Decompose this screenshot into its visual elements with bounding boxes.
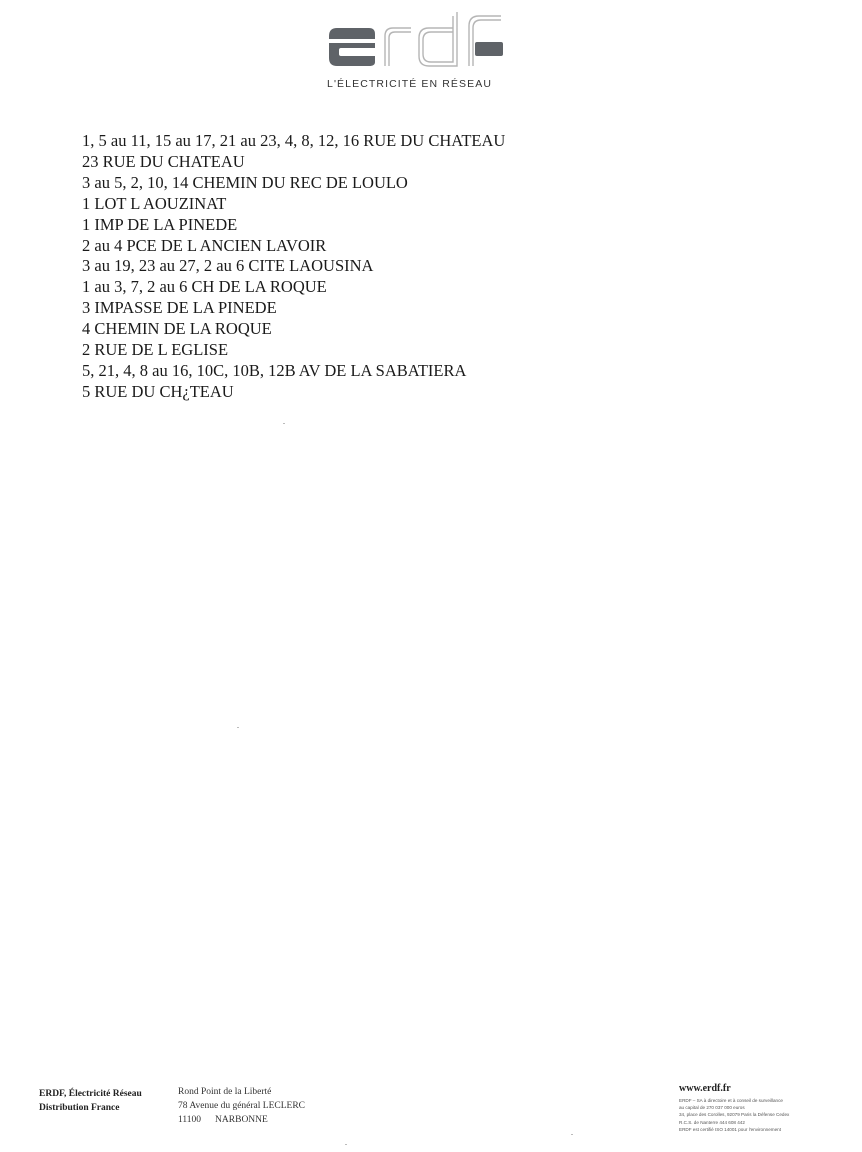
legal-line: ERDF est certifié ISO 14001 pour l'environnement [679, 1126, 781, 1132]
scan-speck [345, 1144, 347, 1145]
footer-legal-notice [679, 1097, 839, 1133]
logo-letter-e [329, 28, 375, 66]
address-list [82, 131, 505, 403]
footer-postcode: 11100 [178, 1115, 202, 1125]
footer-url-link[interactable]: www.erdf.fr [679, 1083, 731, 1094]
address-line: 1, 5 au 11, 15 au 17, 21 au 23, 4, 8, 12, 16 RUE DU CHATEAU [82, 131, 506, 150]
address-line: 3 au 5, 2, 10, 14 CHEMIN DU REC DE LOULO [82, 172, 408, 192]
address-line: 5, 21, 4, 8 au 16, 10C, 10B, 12B AV DE LA SABATIERA [82, 360, 467, 380]
footer-company-division: Distribution France [39, 1103, 120, 1113]
address-line: 1 au 3, 7, 2 au 6 CH DE LA ROQUE [82, 277, 327, 297]
legal-line: 34, place des Corolles, 92079 Paris la Défense Cedex [679, 1112, 790, 1118]
address-line: 5 RUE DU CH¿TEAU [82, 381, 234, 401]
scan-speck [283, 423, 285, 424]
address-line: 3 IMPASSE DE LA PINEDE [82, 298, 277, 318]
legal-line: au capital de 270 037 000 euros [679, 1105, 745, 1111]
scan-speck [237, 727, 239, 728]
legal-line: R.C.S. de Nanterre 444 608 442 [679, 1119, 745, 1125]
footer-address-line2: 78 Avenue du général LECLERC [178, 1101, 305, 1111]
address-line: 1 IMP DE LA PINEDE [82, 214, 238, 234]
address-line: 1 LOT L AOUZINAT [82, 193, 227, 213]
footer-address [178, 1085, 305, 1127]
address-line: 4 CHEMIN DE LA ROQUE [82, 319, 272, 339]
erdf-logo [325, 8, 505, 90]
footer-company [39, 1087, 142, 1115]
address-line: 3 au 19, 23 au 27, 2 au 6 CITE LAOUSINA [82, 256, 374, 276]
footer-address-line1: Rond Point de la Liberté [178, 1087, 272, 1097]
logo-letter-d [419, 12, 457, 66]
footer-city: NARBONNE [215, 1115, 268, 1125]
scan-speck [571, 1134, 573, 1135]
logo-tagline: L'ÉLECTRICITÉ EN RÉSEAU [327, 78, 493, 90]
footer-right [679, 1083, 839, 1133]
address-line: 2 au 4 PCE DE L ANCIEN LAVOIR [82, 235, 327, 255]
erdf-logo-mark [325, 8, 505, 72]
logo-letter-r [385, 28, 411, 66]
logo-letter-f [469, 16, 503, 66]
address-line: 23 RUE DU CHATEAU [82, 151, 245, 171]
footer-company-name: ERDF, Électricité Réseau [39, 1089, 142, 1099]
address-line: 2 RUE DE L EGLISE [82, 340, 229, 360]
legal-line: ERDF – SA à directoire et à conseil de surveillance [679, 1098, 783, 1103]
